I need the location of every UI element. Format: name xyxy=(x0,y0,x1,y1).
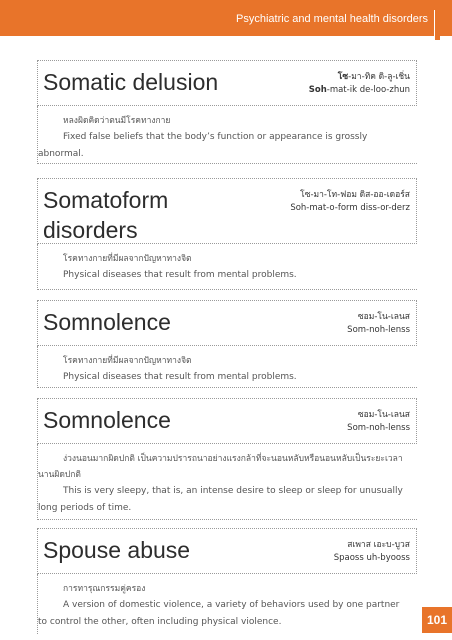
entry-term: Somatoform disorders xyxy=(43,187,169,243)
entry-pronunciation-english: Soh-mat-o-form diss-or-derz xyxy=(290,203,410,213)
entry-pronunciation-english: Spaoss uh-byooss xyxy=(333,553,410,563)
header-tab-marker xyxy=(434,10,440,40)
entry-term: Spouse abuse xyxy=(43,537,191,563)
entry-pronunciation-thai: ซอม-โน-เลนส xyxy=(357,312,410,322)
entry-thai-meaning: ง่วงนอนมากผิดปกติ เป็นความปรารถนาอย่างแรงกล้าที่จะนอนหลับหรือนอนหลับเป็นระยะเวลานานผิดปกติ xyxy=(38,454,403,480)
entry-body-somnolence-1 xyxy=(37,346,417,388)
entry-pronunciation-thai: ซอม-โน-เลนส xyxy=(357,410,410,420)
entry-term: Somatic delusion xyxy=(43,69,219,95)
entry-pronunciation-thai: สเพาส เอะบ-บูวส xyxy=(347,540,410,550)
entry-definition: Fixed false beliefs that the body’s function or appearance is grossly abnormal. xyxy=(38,132,368,159)
entry-pronunciation-thai: โซ-มา-ทิค ดิ-ลู-เชิ่น xyxy=(337,72,410,82)
entry-head-somatoform-disorders xyxy=(37,178,417,244)
entry-thai-meaning: การทารุณกรรมคู่ครอง xyxy=(63,584,146,594)
entry-definition: A version of domestic violence, a variety of behaviors used by one partner to control the other, often including physical violence. xyxy=(38,600,400,627)
entry-term: Somnolence xyxy=(43,407,171,433)
entry-thai-meaning: โรคทางกายที่มีผลจากปัญหาทางจิต xyxy=(63,356,192,366)
entry-term: Somnolence xyxy=(43,309,171,335)
entry-thai-meaning: หลงผิดคิดว่าตนมีโรคทางกาย xyxy=(63,116,171,126)
entry-body-spouse-abuse xyxy=(37,574,417,634)
entry-definition: Physical diseases that result from mental problems. xyxy=(63,372,297,382)
entry-pronunciation-english: Som-noh-lenss xyxy=(347,325,410,335)
entry-definition: This is very sleepy, that is, an intense desire to sleep or sleep for unusually long periods of time. xyxy=(38,486,403,513)
entry-pronunciation-english: Soh-mat-ik de-loo-zhun xyxy=(308,85,410,95)
chapter-title: Psychiatric and mental health disorders xyxy=(236,13,428,25)
entry-head-somnolence-2 xyxy=(37,398,417,444)
entry-body-somnolence-2 xyxy=(37,444,417,520)
entry-definition: Physical diseases that result from mental problems. xyxy=(63,270,297,280)
entry-body-somatoform-disorders xyxy=(37,244,417,290)
entry-head-somnolence-1 xyxy=(37,300,417,346)
entry-body-somatic-delusion xyxy=(37,106,417,164)
entry-pronunciation-thai: โซ-มา-โท-ฟอม ดิส-ออ-เดอร์ส xyxy=(300,190,410,200)
entry-pronunciation-english: Som-noh-lenss xyxy=(347,423,410,433)
page-number: 101 xyxy=(422,607,452,633)
entry-thai-meaning: โรคทางกายที่มีผลจากปัญหาทางจิต xyxy=(63,254,192,264)
entry-head-spouse-abuse xyxy=(37,528,417,574)
page-header-band xyxy=(0,0,452,36)
entry-head-somatic-delusion xyxy=(37,60,417,106)
